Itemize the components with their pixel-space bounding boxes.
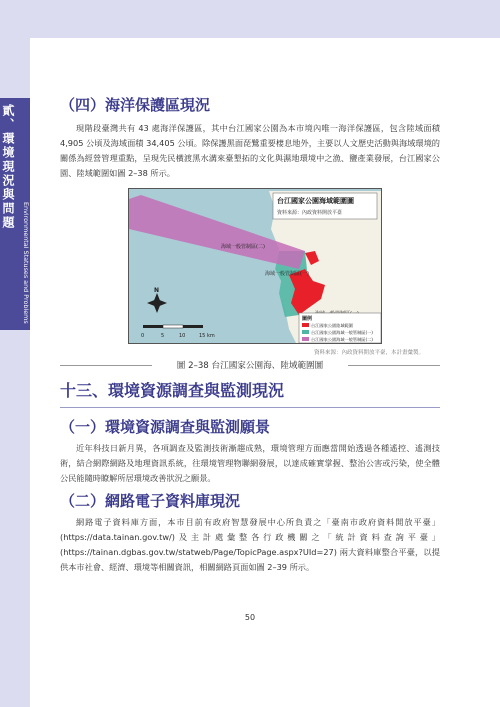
paragraph-marine-protected: 現階段臺灣共有 43 處海洋保護區，其中台江國家公園為本市境內唯一海洋保護區，包含陸域面積 4,905 公頃及海域面積 34,405 公頃。除保護黑面琵鷺重要棲息地外，主要以人文歷史活動與海域環境的關係為經營管理重點，呈現先民橫渡黑水溝來臺墾拓的文化與濕地環境中之漁、鹽產業發展，台江國家公園、陸域範圍如圖 2–38 所示。: [60, 123, 440, 178]
legend-title: 圖例: [302, 316, 313, 322]
map-source-inset: 資料來源：內政資料開放平臺: [277, 210, 343, 216]
map-svg: [129, 189, 382, 344]
scale-15: 15 km: [199, 333, 215, 339]
top-band: [0, 0, 500, 38]
north-label: N: [154, 287, 160, 294]
paragraph-database: 網路電子資料庫方面，本市目前有政府智慧發展中心所負責之「臺南市政府資料開放平臺」(https://data.tainan.gov.tw/)及主計處彙整各行政機關之「統計資料查詢平臺」(https://tainan.dgbas.gov.tw/statweb/Page/TopicPage.aspx?UId=27) 兩大資料庫整合平臺，以提供本市社會、經濟、環境等相關資訊，相關網路頁面如圖 2–39 所示。: [60, 517, 440, 572]
map-source-caption: 資料來源：內政資料開放平臺，本計畫彙製。: [313, 350, 424, 356]
scale-0: 0: [141, 333, 145, 339]
legend-item-land: 台江國家公園陸域範圍: [311, 323, 353, 328]
chapter-title-zh: 貳、環境現況與問題: [1, 104, 15, 230]
map-label-zone1-a: 海域一般管制區(一): [265, 271, 309, 277]
map-figure: [128, 188, 382, 344]
legend-item-zone2: 台江國家公園海域一般管制區(二): [311, 337, 373, 342]
section-heading-marine-protected: （四）海洋保護區現況: [60, 96, 211, 114]
map-title: 台江國家公園海域範圍圖: [277, 197, 354, 205]
chapter-title-en: Environmental Statuses and Problems: [22, 202, 30, 324]
legend-item-zone1: 台江國家公園海域一般管制區(一): [311, 330, 373, 335]
page-content: [60, 95, 440, 575]
scale-10: 10: [179, 333, 186, 339]
paragraph-vision: 近年科技日新月異，各項調查及監測技術漸趨成熟，環境管理方面應當開始透過各種遙控、遙測技術，結合網際網路及地理資訊系統，往環境管理物聯網發展，以達成確實掌握、整治公害或污染，使全體公民能隨時瞭解所居環境改善狀況之願景。: [60, 443, 440, 483]
heading-rule: [60, 407, 440, 408]
section-heading-vision: （一）環境資源調查與監測願景: [60, 418, 271, 436]
page-number: 50: [244, 613, 256, 622]
chapter-heading-monitoring: 十三、環境資源調查與監測現況: [60, 381, 285, 400]
section-heading-database: （二）網路電子資料庫現況: [60, 492, 241, 510]
map-label-zone2: 海域一般管制區(二): [221, 244, 265, 250]
map-legend: [299, 313, 381, 343]
scale-5: 5: [161, 333, 165, 339]
figure-caption: 圖 2–38 台江國家公園海、陸域範圍圖: [60, 359, 440, 371]
